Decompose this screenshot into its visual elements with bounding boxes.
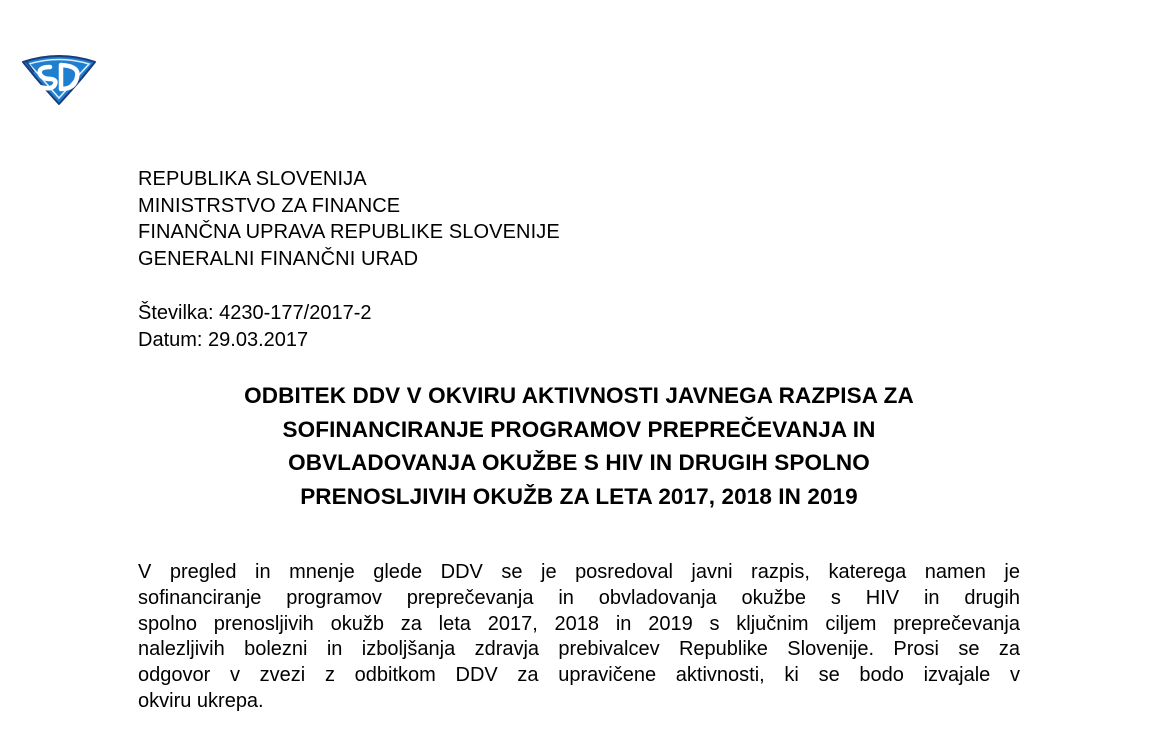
document-number: Številka: 4230-177/2017-2 bbox=[138, 302, 372, 324]
document-title bbox=[138, 379, 1020, 513]
body-line: V pregled in mnenje glede DDV se je posredoval javni razpis, katerega namen je bbox=[138, 561, 1020, 583]
title-line: PRENOSLJIVIH OKUŽB ZA LETA 2017, 2018 IN 2019 bbox=[300, 483, 858, 509]
body-line: okviru ukrepa. bbox=[138, 689, 264, 712]
title-line: OBVLADOVANJA OKUŽBE S HIV IN DRUGIH SPOLNO bbox=[288, 450, 870, 475]
header-line-ministry: MINISTRSTVO ZA FINANCE bbox=[138, 194, 401, 217]
body-line: spolno prenosljivih okužb za leta 2017, 2018 in 2019 s ključnim ciljem preprečevanja bbox=[138, 612, 1020, 635]
title-line: SOFINANCIRANJE PROGRAMOV PREPREČEVANJA IN bbox=[282, 416, 876, 442]
body-paragraph bbox=[138, 560, 1020, 715]
header-line-republic: REPUBLIKA SLOVENIJA bbox=[138, 168, 367, 190]
fu-logo-shield-icon bbox=[20, 48, 98, 106]
body-line: sofinanciranje programov preprečevanja in obvladovanja okužbe s HIV in drugih bbox=[138, 586, 1020, 609]
title-line: ODBITEK DDV V OKVIRU AKTIVNOSTI JAVNEGA RAZPISA ZA bbox=[244, 383, 914, 408]
institution-header bbox=[138, 166, 560, 272]
body-line: odgovor v zvezi z odbitkom DDV za upravičene aktivnosti, ki se bodo izvajale v bbox=[138, 664, 1020, 687]
body-line: nalezljivih bolezni in izboljšanja zdravja prebivalcev Republike Slovenije. Prosi se za bbox=[138, 638, 1020, 661]
document-date: Datum: 29.03.2017 bbox=[138, 328, 309, 351]
header-line-financial-administration: FINANČNA UPRAVA REPUBLIKE SLOVENIJE bbox=[138, 221, 560, 243]
document-meta bbox=[138, 300, 372, 353]
header-line-general-office: GENERALNI FINANČNI URAD bbox=[138, 247, 419, 270]
